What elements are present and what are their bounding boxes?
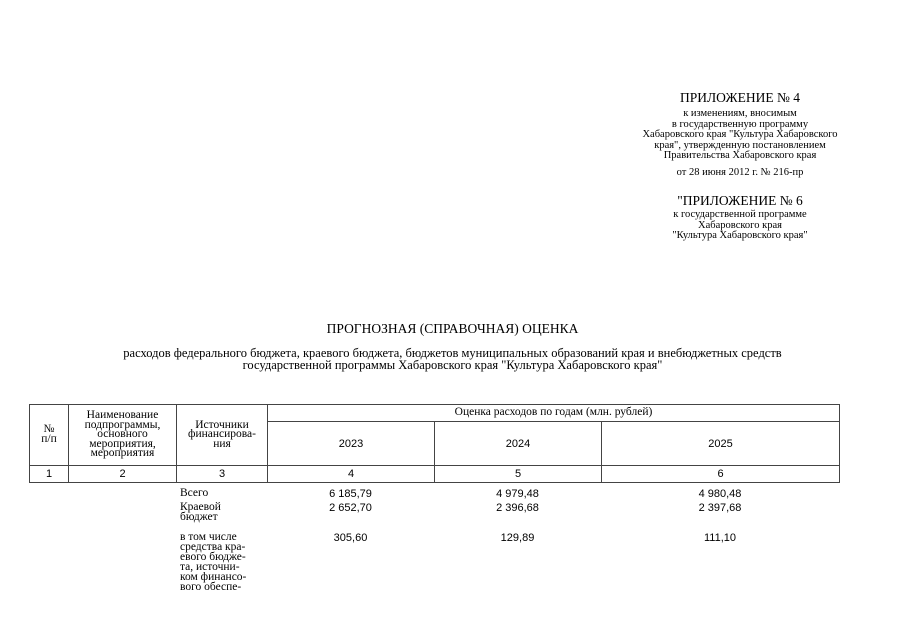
budget-table-header <box>29 404 840 483</box>
row-value: 6 185,79 <box>329 488 372 500</box>
header-year: 2024 <box>435 422 602 466</box>
document-subtitle-line: расходов федерального бюджета, краевого бюджета, бюджетов муниципальных образований края и внебюджетных средств <box>123 346 782 360</box>
row-value: 4 980,48 <box>698 488 742 500</box>
appendix-6-line: к государственной программе <box>673 209 807 220</box>
column-number-cell: 4 <box>268 466 435 483</box>
appendix-6-line: Хабаровского края <box>698 219 782 231</box>
table-row <box>29 484 839 500</box>
table-row <box>29 532 839 592</box>
appendix-4-block <box>590 90 890 178</box>
header-estimate: Оценка расходов по годам (млн. рублей) <box>268 405 840 422</box>
row-value: 2 652,70 <box>329 502 372 514</box>
column-number-cell: 6 <box>602 466 840 483</box>
appendix-4-line: Хабаровского края "Культура Хабаровского <box>642 129 838 140</box>
appendix-4-line: Правительства Хабаровского края <box>663 150 817 161</box>
column-number-cell: 3 <box>177 466 268 483</box>
row-source: в том числе средства кра- евого бюдже- та, источни- ком финансо- вого обеспе- <box>180 531 247 593</box>
document-subtitle-line: государственной программы Хабаровского края "Культура Хабаровского края" <box>242 358 663 372</box>
document-heading <box>0 321 905 371</box>
row-source: Всего <box>180 487 209 499</box>
header-source: Источники финансирова- ния <box>177 405 268 466</box>
appendix-4-date: от 28 июня 2012 г. № 216-пр <box>676 166 804 178</box>
budget-table-body <box>29 484 839 592</box>
column-number-cell: 1 <box>30 466 69 483</box>
column-number-cell: 5 <box>435 466 602 483</box>
appendix-6-block <box>590 193 890 242</box>
header-year: 2025 <box>602 422 840 466</box>
header-year: 2023 <box>268 422 435 466</box>
row-value: 2 396,68 <box>496 502 539 514</box>
appendix-4-line: в государственную программу <box>671 118 809 130</box>
document-title: ПРОГНОЗНАЯ (СПРАВОЧНАЯ) ОЦЕНКА <box>326 321 579 336</box>
appendix-4-title: ПРИЛОЖЕНИЕ № 4 <box>679 90 801 105</box>
appendix-4-line: к изменениям, вносимым <box>683 108 797 119</box>
header-number: № п/п <box>30 405 69 466</box>
appendix-6-title: "ПРИЛОЖЕНИЕ № 6 <box>677 193 803 208</box>
column-number-cell: 2 <box>69 466 177 483</box>
row-value: 129,89 <box>500 532 535 544</box>
row-source: Краевой бюджет <box>180 501 221 523</box>
row-value: 111,10 <box>703 532 736 544</box>
header-name: Наименование подпрограммы, основного мероприятия, мероприятия <box>69 405 177 466</box>
row-value: 2 397,68 <box>698 502 742 514</box>
row-value: 305,60 <box>333 532 368 544</box>
table-row <box>29 500 839 532</box>
row-value: 4 979,48 <box>496 488 539 500</box>
appendix-6-line: "Культура Хабаровского края" <box>672 230 808 241</box>
appendix-4-line: края", утвержденную постановлением <box>654 139 826 151</box>
